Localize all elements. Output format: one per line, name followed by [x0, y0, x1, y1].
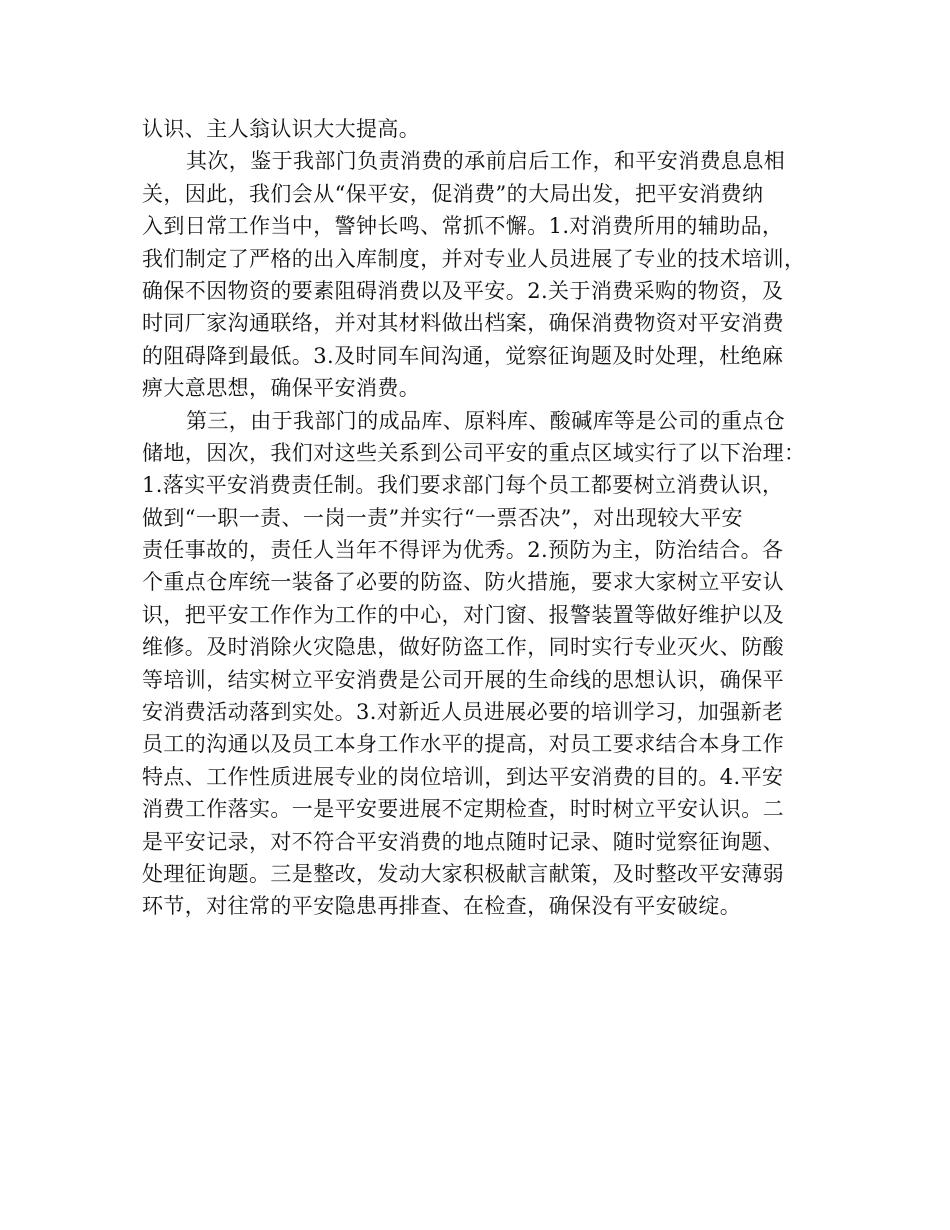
text-line: 员工的沟通以及员工本身工作水平的提高，对员工要求结合本身工作 [142, 732, 784, 757]
text-line: 痹大意思想，确保平安消费。 [142, 376, 421, 401]
text-line: 个重点仓库统一装备了必要的防盗、防火措施，要求大家树立平安认 [142, 570, 784, 595]
text-line: 消费工作落实。一是平安要进展不定期检查，时时树立平安认识。二 [142, 797, 784, 822]
text-line: 关，因此，我们会从“保平安，促消费”的大局出发，把平安消费纳 [142, 181, 764, 206]
body-text [142, 113, 822, 923]
text-line: 安消费活动落到实处。3.对新近人员进展必要的培训学习，加强新老 [142, 700, 784, 725]
text-line: 特点、工作性质进展专业的岗位培训，到达平安消费的目的。4.平安 [142, 764, 784, 789]
text-line: 确保不因物资的要素阻碍消费以及平安。2.关于消费采购的物资，及 [142, 278, 784, 303]
text-line: 责任事故的，责任人当年不得评为优秀。2.预防为主，防治结合。各 [142, 538, 784, 563]
text-line: 处理征询题。三是整改，发动大家积极献言献策，及时整改平安薄弱 [142, 861, 784, 886]
text-line: 等培训，结实树立平安消费是公司开展的生命线的思想认识，确保平 [142, 667, 784, 692]
text-line: 认识、主人翁认识大大提高。 [142, 117, 421, 141]
text-line: 维修。及时消除火灾隐患，做好防盗工作，同时实行专业灭火、防酸 [142, 635, 784, 660]
text-line: 我们制定了严格的出入库制度，并对专业人员进展了专业的技术培训， [142, 246, 806, 271]
text-line: 1.落实平安消费责任制。我们要求部门每个员工都要树立消费认识， [142, 473, 784, 498]
text-line: 是平安记录，对不符合平安消费的地点随时记录、随时觉察征询题、 [142, 829, 784, 854]
paragraph-start-line: 第三，由于我部门的成品库、原料库、酸碱库等是公司的重点仓 [186, 408, 786, 433]
text-line: 入到日常工作当中，警钟长鸣、常抓不懈。1.对消费所用的辅助品， [142, 214, 784, 239]
text-line: 时同厂家沟通联络，并对其材料做出档案，确保消费物资对平安消费 [142, 311, 784, 336]
text-line: 的阻碍降到最低。3.及时同车间沟通，觉察征询题及时处理，杜绝麻 [142, 343, 784, 368]
text-line: 储地，因次，我们对这些关系到公司平安的重点区域实行了以下治理： [142, 440, 806, 465]
text-line: 识，把平安工作作为工作的中心，对门窗、报警装置等做好维护以及 [142, 602, 784, 627]
text-line: 做到“一职一责、一岗一责”并实行“一票否决”，对出现较大平安 [142, 505, 743, 530]
paragraph-start-line: 其次，鉴于我部门负责消费的承前启后工作，和平安消费息息相 [186, 149, 786, 174]
text-line: 环节，对往常的平安隐患再排查、在检查，确保没有平安破绽。 [142, 894, 742, 919]
